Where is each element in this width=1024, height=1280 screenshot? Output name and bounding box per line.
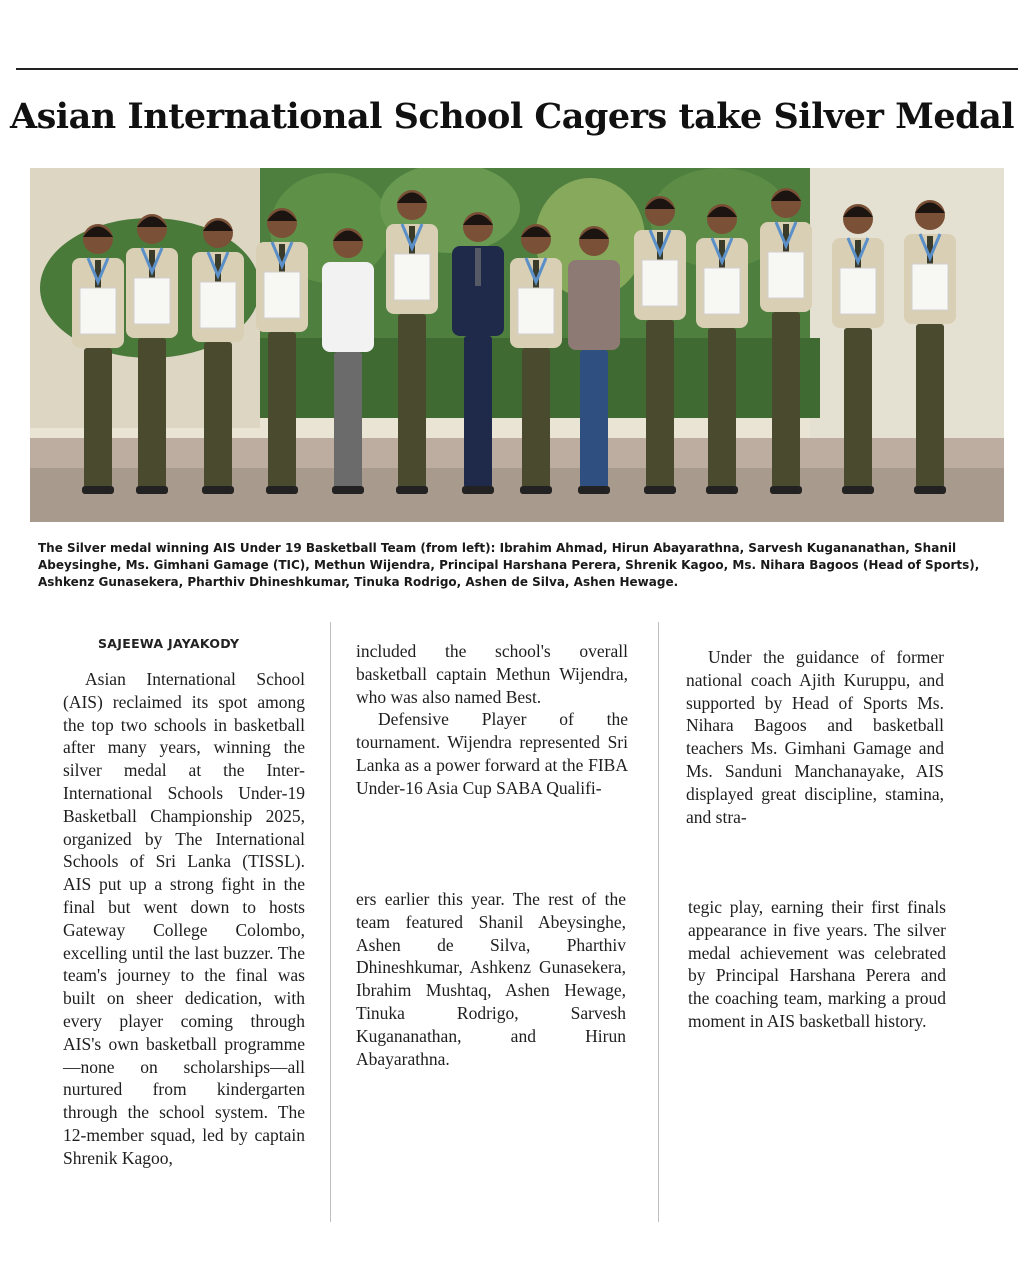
column-divider [658, 622, 659, 1222]
figure-shoes [82, 486, 114, 494]
figure-shoes [332, 486, 364, 494]
certificate-icon [200, 282, 236, 328]
figure-shoes [770, 486, 802, 494]
article-column-2-bottom [356, 888, 626, 1070]
figure-shoes [706, 486, 738, 494]
figure-shoes [644, 486, 676, 494]
certificate-icon [768, 252, 804, 298]
certificate-icon [840, 268, 876, 314]
certificate-icon [642, 260, 678, 306]
figure-legs [204, 342, 232, 488]
figure-torso [322, 262, 374, 352]
figure-shoes [266, 486, 298, 494]
figure-legs [916, 324, 944, 488]
figure-shoes [914, 486, 946, 494]
photo-caption: The Silver medal winning AIS Under 19 Basketball Team (from left): Ibrahim Ahmad, Hirun Abayarathna, Sarvesh Kugananathan, Shanil Abeysinghe, Ms. Gimhani Gamage (TIC), Methun Wijendra, Principal Harshana Perera, Shrenik Kagoo, Ms. Nihara Bagoos (Head of Sports), Ashkenz Gunasekera, Pharthiv Dhineshkumar, Tinuka Rodrigo, Ashen de Silva, Ashen Hewage. [38, 541, 980, 589]
figure-torso [568, 260, 620, 350]
figure-legs [708, 328, 736, 488]
figure-legs [646, 320, 674, 488]
headline: Asian International School Cagers take Silver Medal [9, 96, 1015, 137]
figure-legs [268, 332, 296, 488]
article-paragraph: included the school's overall basketball captain Methun Wijendra, who was also named Best. [356, 641, 628, 707]
byline: SAJEEWA JAYAKODY [98, 636, 240, 651]
figure-shoes [578, 486, 610, 494]
figure-legs [522, 348, 550, 488]
figure-shoes [462, 486, 494, 494]
article-paragraph: Under the guidance of former national coach Ajith Kuruppu, and supported by Head of Sports Ms. Nihara Bagoos and basketball teachers Ms. Gimhani Gamage and Ms. Sanduni Manchanayake, AIS displayed great discipline, stamina, and stra- [686, 647, 944, 827]
certificate-icon [134, 278, 170, 324]
article-column-2-top [356, 640, 628, 800]
figure-legs [398, 314, 426, 488]
figure-legs [464, 336, 492, 488]
article-paragraph: Defensive Player of the tournament. Wijendra represented Sri Lanka as a power forward at the FIBA Under-16 Asia Cup SABA Qualifi- [356, 709, 628, 798]
figure-shoes [520, 486, 552, 494]
certificate-icon [704, 268, 740, 314]
article-paragraph: tegic play, earning their first finals appearance in five years. The silver medal achievement was celebrated by Principal Harshana Perera and the coaching team, marking a proud moment in AIS basketball history. [688, 897, 946, 1031]
figure-shoes [396, 486, 428, 494]
certificate-icon [518, 288, 554, 334]
article-column-3-top [686, 646, 944, 828]
team-photo [30, 168, 1004, 522]
top-rule [16, 68, 1018, 70]
column-divider [330, 622, 331, 1222]
article-paragraph: ers earlier this year. The rest of the team featured Shanil Abeysinghe, Ashen de Silva, Pharthiv Dhineshkumar, Ashkenz Gunasekera, Ibrahim Mushtaq, Ashen Hewage, Tinuka Rodrigo, Sarvesh Kugananathan, and Hirun Abayarathna. [356, 889, 626, 1069]
certificate-icon [264, 272, 300, 318]
figure-legs [580, 350, 608, 488]
figure-tie [475, 248, 481, 286]
article-column-3-bottom [688, 896, 946, 1033]
article-paragraph: Asian International School (AIS) reclaimed its spot among the top two schools in basketball after many years, winning the silver medal at the Inter-International Schools Under-19 Basketball Championship 2025, organized by The International Schools of Sri Lanka (TISSL). AIS put up a strong fight in the final but went down to hosts Gateway College Colombo, excelling until the last buzzer. The team's journey to the final was built on sheer dedication, with every player coming through AIS's own basketball programme—none on scholarships—all nurtured from kindergarten through the school system. The 12-member squad, led by captain Shrenik Kagoo, [63, 669, 305, 1168]
certificate-icon [394, 254, 430, 300]
figure-shoes [202, 486, 234, 494]
figure-legs [334, 352, 362, 488]
figure-legs [844, 328, 872, 488]
figure-legs [138, 338, 166, 488]
figure-shoes [842, 486, 874, 494]
figure-legs [772, 312, 800, 488]
figure-shoes [136, 486, 168, 494]
certificate-icon [912, 264, 948, 310]
article-column-1 [63, 668, 305, 1170]
certificate-icon [80, 288, 116, 334]
figure-legs [84, 348, 112, 488]
